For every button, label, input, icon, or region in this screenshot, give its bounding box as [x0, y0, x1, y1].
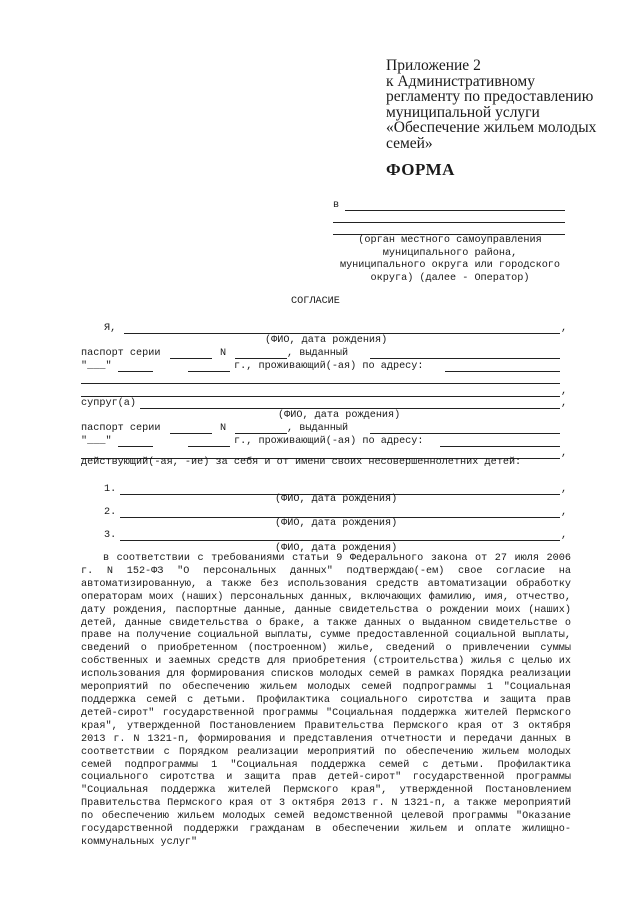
recipient-caption	[315, 235, 585, 285]
recipient-prefix: в	[333, 200, 340, 211]
recipient-caption-line: округа) (далее - Оператор)	[370, 272, 530, 284]
child-number: 1.	[104, 484, 117, 495]
recipient-caption-line: муниципального района,	[382, 247, 518, 259]
applicant-issued-label: , выданный	[287, 348, 349, 359]
spouse-fio-caption: (ФИО, дата рождения)	[278, 410, 401, 421]
applicant-passport-number-field[interactable]	[235, 358, 287, 359]
applicant-date-year-field[interactable]	[188, 371, 230, 372]
recipient-caption-line: муниципального округа или городского	[339, 260, 561, 271]
appendix-header	[386, 58, 626, 152]
spouse-passport-number-field[interactable]	[235, 433, 287, 434]
spouse-date-year-field[interactable]	[188, 446, 230, 447]
applicant-fio-caption: (ФИО, дата рождения)	[265, 335, 388, 346]
applicant-address-field-1[interactable]	[445, 371, 560, 372]
spouse-date-day: "___"	[81, 436, 112, 447]
applicant-date-day: "___"	[81, 361, 112, 372]
comma: ,	[561, 448, 568, 459]
recipient-line-1[interactable]	[345, 210, 565, 211]
applicant-fio-field[interactable]	[124, 333, 560, 334]
comma: ,	[561, 398, 568, 409]
spouse-date-month-field[interactable]	[118, 446, 153, 447]
child-number: 3.	[104, 530, 117, 541]
spouse-fio-field[interactable]	[140, 408, 560, 409]
child-3-fio-field[interactable]	[120, 540, 560, 541]
spouse-passport-label: паспорт серии	[81, 423, 161, 434]
child-1-caption: (ФИО, дата рождения)	[275, 494, 398, 505]
recipient-caption-line: (орган местного самоуправления	[358, 235, 542, 246]
recipient-line-2[interactable]	[333, 222, 565, 223]
comma: ,	[561, 530, 568, 541]
appendix-line: «Обеспечение жильем молодых	[386, 119, 597, 137]
spouse-passport-series-field[interactable]	[170, 433, 212, 434]
child-3-caption: (ФИО, дата рождения)	[275, 543, 398, 554]
child-number: 2.	[104, 507, 117, 518]
applicant-issued-field[interactable]	[370, 358, 560, 359]
comma: ,	[561, 323, 568, 334]
spouse-issued-field[interactable]	[370, 433, 560, 434]
applicant-passport-series-field[interactable]	[170, 358, 212, 359]
appendix-line: к Административному	[386, 72, 535, 90]
spouse-issued-label: , выданный	[287, 423, 349, 434]
comma: ,	[561, 507, 568, 518]
child-2-caption: (ФИО, дата рождения)	[275, 518, 398, 529]
consent-title: СОГЛАСИЕ	[291, 296, 340, 307]
spouse-address-field-1[interactable]	[440, 446, 560, 447]
appendix-line: семей»	[386, 134, 433, 152]
acting-line: действующий(-ая, -ие) за себя и от имени своих несовершеннолетних детей:	[81, 457, 522, 468]
applicant-date-month-field[interactable]	[118, 371, 153, 372]
applicant-address-field-3[interactable]	[81, 396, 560, 397]
appendix-line: Приложение 2	[386, 57, 481, 74]
applicant-passport-label: паспорт серии	[81, 348, 161, 359]
applicant-address-field-2[interactable]	[81, 383, 560, 384]
applicant-living-label: г., проживающий(-ая) по адресу:	[234, 361, 424, 372]
appendix-line: муниципальной услуги	[386, 103, 540, 121]
appendix-line: регламенту по предоставлению	[386, 88, 594, 106]
consent-body-paragraph: в соответствии с требованиями статьи 9 Федерального закона от 27 июля 2006 г. N 152-ФЗ "О персональных данных" подтверждаю(-ем) свое согласие на автоматизированную, а также без использования средств автоматизации обработку операторам моих (наших) персональных данных, включающих фамилию, имя, отчество, дату рождения, паспортные данные, данные свидетельства о рождении моих (наших) детей, данные свидетельства о браке, а также данных о выданном свидетельстве о праве на получение социальной выплаты, сумме предоставленной социальной выплаты, сведений о приобретенном (построенном) жилье, сведений о привлечении суммы собственных и заемных средств для приобретения (строительства) жилья с целью их использования для формирования списков молодых семей в рамках Порядка реализации мероприятий по обеспечению жильем молодых семей подпрограммы 1 "Социальная поддержка семей с детьми. Профилактика социального сиротства и защита прав детей-сирот" государственной программы "Социальная поддержка жителей Пермского края", утвержденной Постановлением Правительства Пермского края от 3 октября 2013 г. N 1321-п, формирования и представления отчетности и передачи данных в соответствии с Порядком реализации мероприятий по обеспечению жильем молодых семей подпрограммы 1 "Социальная поддержка семей с детьми. Профилактика социального сиротства и защита прав детей-сирот" государственной программы "Социальная поддержка жителей Пермского края", утвержденной Постановлением Правительства Пермского края от 3 октября 2013 г. N 1321-п, а также мероприятий по обеспечению жильем молодых семей ведомственной целевой программы "Оказание государственной поддержки гражданам в обеспечении жильем и оплате жилищно-коммунальных услуг"	[81, 553, 571, 848]
applicant-number-sign: N	[220, 348, 227, 359]
spouse-label: супруг(а)	[81, 398, 137, 409]
comma: ,	[561, 484, 568, 495]
form-title: ФОРМА	[386, 160, 455, 179]
spouse-living-label: г., проживающий(-ая) по адресу:	[234, 436, 424, 447]
comma: ,	[561, 386, 568, 397]
spouse-number-sign: N	[220, 423, 227, 434]
applicant-i-label: Я,	[104, 323, 117, 334]
